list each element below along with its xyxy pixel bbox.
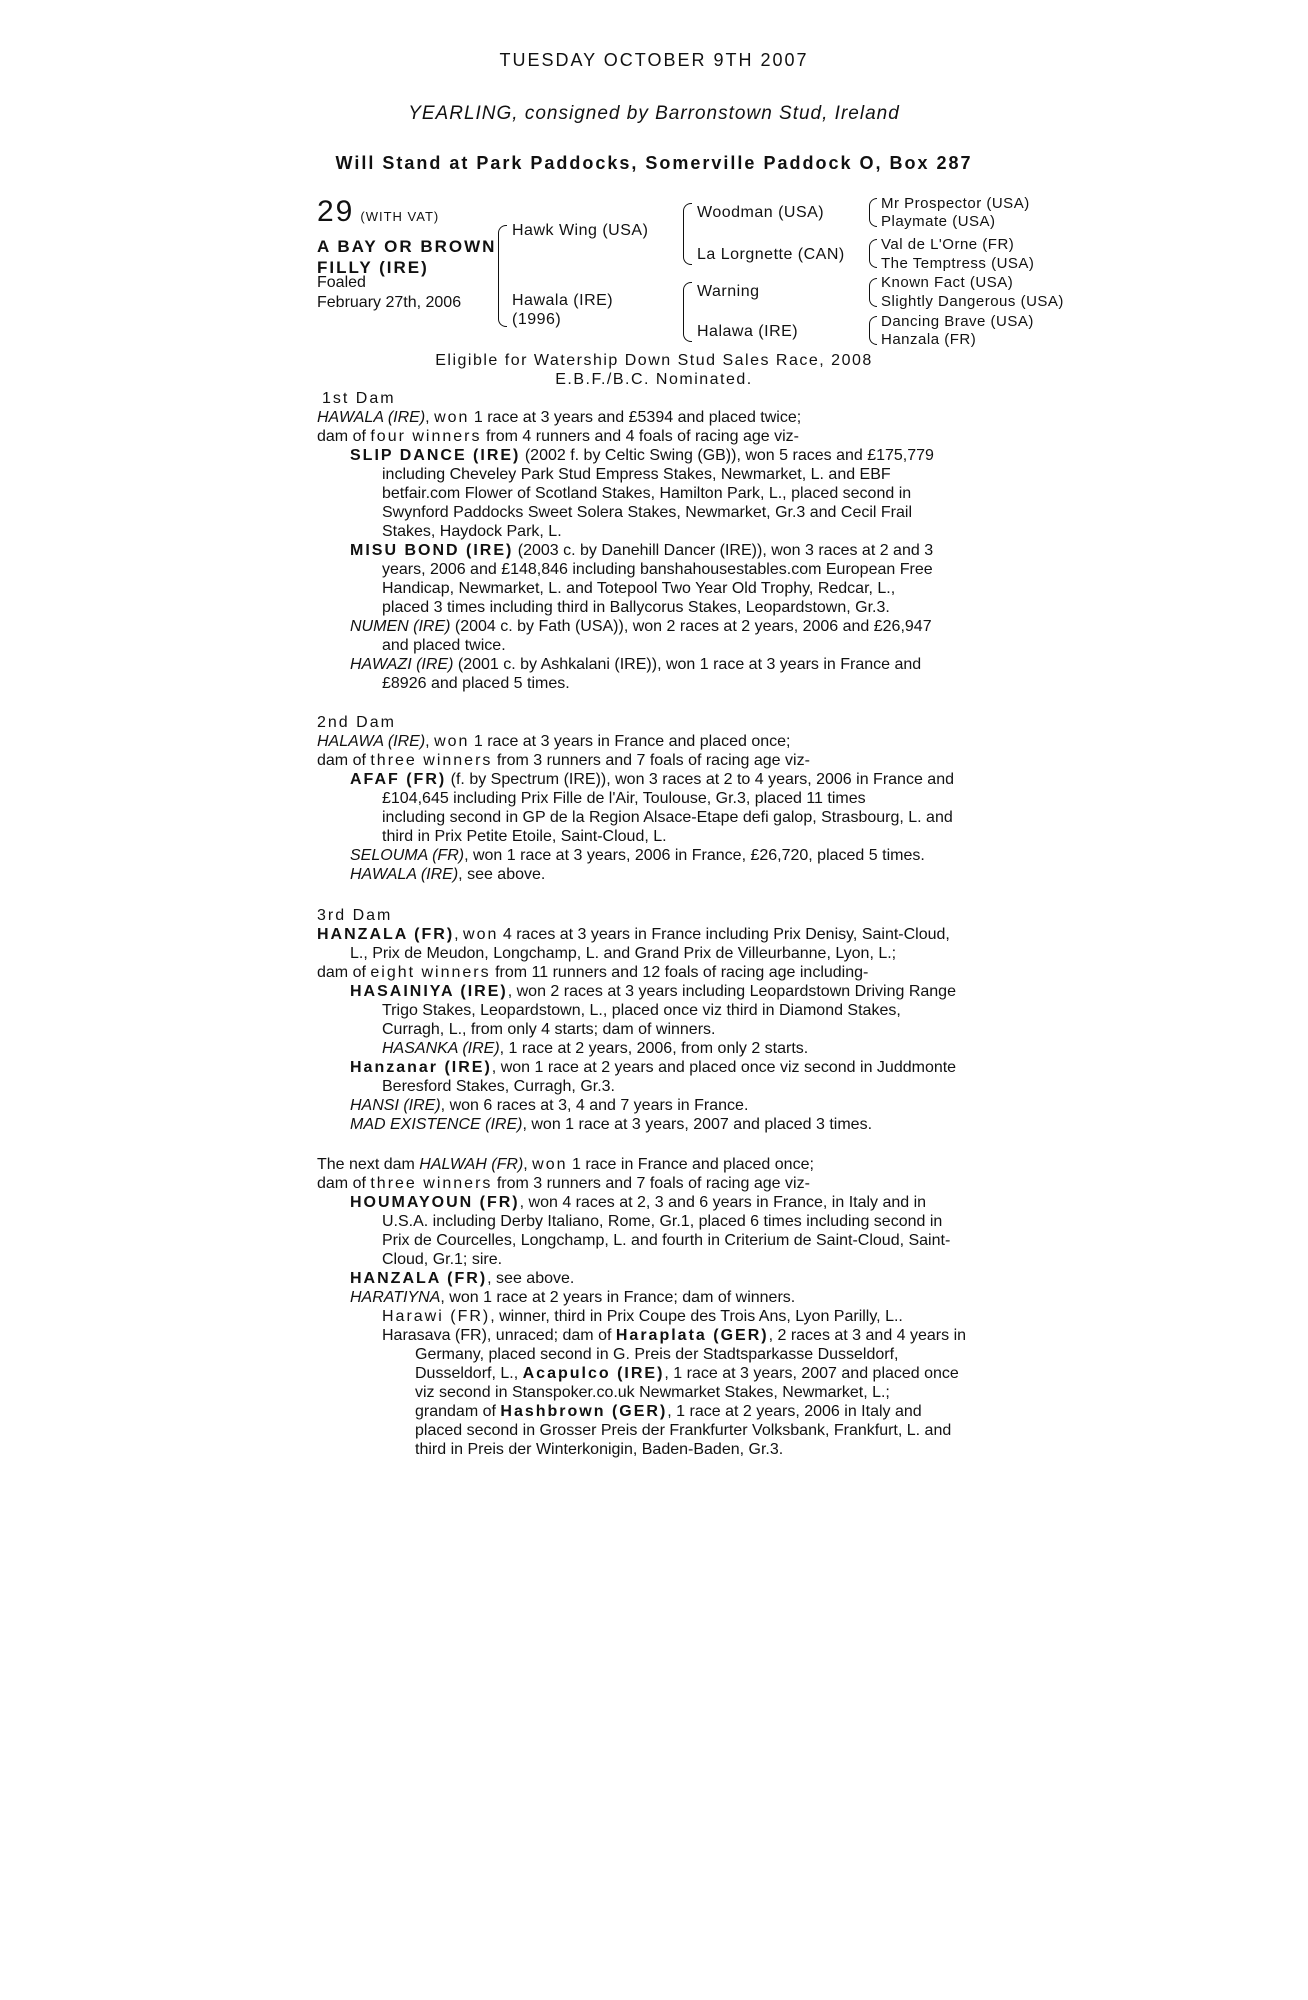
progeny-detail: Trigo Stakes, Leopardstown, L., placed once viz third in Diamond Stakes, bbox=[382, 1002, 901, 1019]
horse-name: NUMEN (IRE) bbox=[350, 618, 451, 635]
horse-name: AFAF (FR) bbox=[350, 771, 447, 788]
text: 1 race at 3 years in France and placed once; bbox=[469, 733, 791, 750]
consignor-line: YEARLING, consigned by Barronstown Stud, Ireland bbox=[408, 103, 900, 124]
gg-brace-2 bbox=[869, 239, 877, 268]
third-dam-heading: 3rd Dam bbox=[317, 907, 393, 924]
pedigree-gg5: Known Fact (USA) bbox=[881, 274, 1014, 291]
progeny-entry bbox=[350, 770, 954, 789]
eligibility-note bbox=[0, 351, 1308, 389]
sire-parents-brace bbox=[683, 203, 692, 265]
progeny-entry bbox=[382, 1039, 808, 1058]
horse-name: HOUMAYOUN (FR) bbox=[350, 1194, 520, 1211]
progeny-detail: Prix de Courcelles, Longchamp, L. and fourth in Criterium de Saint-Cloud, Saint- bbox=[382, 1232, 951, 1249]
horse-name: SELOUMA (FR) bbox=[350, 847, 465, 864]
progeny-detail: and placed twice. bbox=[382, 637, 506, 654]
lot-description-line2: FILLY (IRE) bbox=[317, 258, 429, 277]
pedigree-gg2: Playmate (USA) bbox=[881, 213, 996, 230]
text: (2001 c. by Ashkalani (IRE)), won 1 race at 3 years in France and bbox=[453, 656, 922, 673]
horse-name: Hashbrown (GER) bbox=[500, 1403, 668, 1420]
gg-brace-4 bbox=[869, 316, 877, 345]
horse-name: HANZALA (FR) bbox=[350, 1270, 488, 1287]
pedigree-gg7: Dancing Brave (USA) bbox=[881, 313, 1034, 330]
first-dam-section bbox=[317, 389, 1007, 692]
progeny-detail: Cloud, Gr.1; sire. bbox=[382, 1251, 503, 1268]
progeny-detail bbox=[415, 1364, 959, 1383]
next-dam-line1 bbox=[317, 1155, 814, 1174]
third-dam-section bbox=[317, 906, 1007, 1136]
sale-date: TUESDAY OCTOBER 9TH 2007 bbox=[499, 50, 809, 70]
text: 1 race in France and placed once; bbox=[567, 1156, 814, 1173]
dam-name: HANZALA (FR) bbox=[317, 926, 455, 943]
pedigree-g1: Woodman (USA) bbox=[697, 204, 825, 221]
text: 1 race at 3 years and £5394 and placed twice; bbox=[469, 409, 802, 426]
progeny-entry bbox=[350, 1269, 574, 1288]
pedigree-gg6: Slightly Dangerous (USA) bbox=[881, 293, 1064, 310]
text: 4 races at 3 years in France including Prix Denisy, Saint-Cloud, bbox=[498, 926, 950, 943]
horse-name: HASAINIYA (IRE) bbox=[350, 983, 508, 1000]
progeny-detail: Stakes, Haydock Park, L. bbox=[382, 523, 562, 540]
second-dam-heading: 2nd Dam bbox=[317, 714, 396, 731]
text: , bbox=[454, 926, 464, 943]
horse-name: MAD EXISTENCE (IRE) bbox=[350, 1116, 523, 1133]
text: , 1 race at 2 years, 2006, from only 2 starts. bbox=[499, 1040, 809, 1057]
text: from 11 runners and 12 foals of racing age including- bbox=[490, 964, 869, 981]
text: , see above. bbox=[487, 1270, 575, 1287]
lot-number-row bbox=[317, 195, 439, 229]
text: won bbox=[434, 733, 470, 750]
progeny-detail: U.S.A. including Derby Italiano, Rome, Gr.1, placed 6 times including second in bbox=[382, 1213, 943, 1230]
pedigree-gg8: Hanzala (FR) bbox=[881, 331, 977, 348]
progeny-entry bbox=[350, 655, 921, 674]
text: (f. by Spectrum (IRE)), won 3 races at 2 to 4 years, 2006 in France and bbox=[446, 771, 954, 788]
text: from 4 runners and 4 foals of racing age viz- bbox=[481, 428, 800, 445]
gg-brace-1 bbox=[869, 198, 877, 227]
text: , see above. bbox=[458, 866, 546, 883]
second-dam-line1 bbox=[317, 732, 791, 751]
dam-name: HALWAH (FR) bbox=[419, 1156, 524, 1173]
text: Dusseldorf, L., bbox=[415, 1365, 523, 1382]
text: , won 4 races at 2, 3 and 6 years in France, in Italy and in bbox=[519, 1194, 927, 1211]
progeny-detail: betfair.com Flower of Scotland Stakes, Hamilton Park, L., placed second in bbox=[382, 485, 912, 502]
text: , bbox=[425, 409, 435, 426]
next-dam-line2 bbox=[317, 1174, 810, 1193]
progeny-entry bbox=[382, 1326, 966, 1345]
progeny-detail: placed second in Grosser Preis der Frankfurter Volksbank, Frankfurt, L. and bbox=[415, 1422, 952, 1439]
progeny-detail: third in Preis der Winterkonigin, Baden-Baden, Gr.3. bbox=[415, 1441, 784, 1458]
dam-name: HAWALA (IRE) bbox=[317, 409, 426, 426]
text: , 2 races at 3 and 4 years in bbox=[768, 1327, 967, 1344]
text: grandam of bbox=[415, 1403, 501, 1420]
winners-count: three winners bbox=[370, 1175, 493, 1192]
next-dam-section bbox=[317, 1155, 1007, 1465]
text: , winner, third in Prix Coupe des Trois Ans, Lyon Parilly, L.. bbox=[490, 1308, 903, 1325]
progeny-detail: £104,645 including Prix Fille de l'Air, Toulouse, Gr.3, placed 11 times bbox=[382, 790, 866, 807]
progeny-detail bbox=[415, 1402, 922, 1421]
third-dam-detail: L., Prix de Meudon, Longchamp, L. and Grand Prix de Villeurbanne, Lyon, L.; bbox=[350, 945, 897, 962]
horse-name: Acapulco (IRE) bbox=[522, 1365, 665, 1382]
text: (2004 c. by Fath (USA)), won 2 races at 2 years, 2006 and £26,947 bbox=[450, 618, 932, 635]
text: , bbox=[523, 1156, 533, 1173]
gg-brace-3 bbox=[869, 278, 877, 307]
text: won bbox=[434, 409, 470, 426]
winners-count: eight winners bbox=[370, 964, 491, 981]
horse-name: HANSI (IRE) bbox=[350, 1097, 441, 1114]
pedigree-g2: La Lorgnette (CAN) bbox=[697, 246, 845, 263]
progeny-detail: placed 3 times including third in Ballycorus Stakes, Leopardstown, Gr.3. bbox=[382, 599, 890, 616]
text: , won 1 race at 3 years, 2006 in France, £26,720, placed 5 times. bbox=[464, 847, 925, 864]
lot-description-line1: A BAY OR BROWN bbox=[317, 237, 497, 256]
text: , 1 race at 2 years, 2006 in Italy and bbox=[667, 1403, 922, 1420]
pedigree-dam: Hawala (IRE) bbox=[512, 292, 614, 309]
text: , bbox=[425, 733, 435, 750]
progeny-entry bbox=[382, 1307, 903, 1326]
text: (2002 f. by Celtic Swing (GB)), won 5 races and £175,779 bbox=[520, 447, 934, 464]
progeny-entry bbox=[350, 1115, 872, 1134]
horse-name: Hanzanar (IRE) bbox=[350, 1059, 492, 1076]
text: , 1 race at 3 years, 2007 and placed once bbox=[664, 1365, 959, 1382]
horse-name: HASANKA (IRE) bbox=[382, 1040, 500, 1057]
progeny-detail: Germany, placed second in G. Preis der Stadtsparkasse Dusseldorf, bbox=[415, 1346, 899, 1363]
progeny-entry bbox=[350, 446, 934, 465]
pedigree-g3: Warning bbox=[697, 283, 760, 300]
winners-count: four winners bbox=[370, 428, 482, 445]
eligibility-line1: Eligible for Watership Down Stud Sales Race, 2008 bbox=[435, 352, 873, 369]
pedigree-g4: Halawa (IRE) bbox=[697, 323, 799, 340]
pedigree-sire: Hawk Wing (USA) bbox=[512, 222, 649, 239]
horse-name: HARATIYNA bbox=[350, 1289, 441, 1306]
progeny-entry bbox=[350, 1193, 926, 1212]
text: The next dam bbox=[317, 1156, 420, 1173]
progeny-detail: £8926 and placed 5 times. bbox=[382, 675, 570, 692]
stand-location: Will Stand at Park Paddocks, Somerville Paddock O, Box 287 bbox=[335, 153, 973, 173]
progeny-detail: including Cheveley Park Stud Empress Stakes, Newmarket, L. and EBF bbox=[382, 466, 891, 483]
winners-count: three winners bbox=[370, 752, 493, 769]
first-dam-heading: 1st Dam bbox=[322, 390, 396, 407]
foaled-label: Foaled bbox=[317, 274, 366, 291]
pedigree-gg3: Val de L'Orne (FR) bbox=[881, 236, 1015, 253]
third-dam-line2 bbox=[317, 963, 868, 982]
progeny-detail: years, 2006 and £148,846 including banshahousestables.com European Free bbox=[382, 561, 933, 578]
progeny-detail: Curragh, L., from only 4 starts; dam of winners. bbox=[382, 1021, 716, 1038]
lot-description bbox=[317, 236, 496, 278]
pedigree-gg4: The Temptress (USA) bbox=[881, 255, 1035, 272]
text: dam of bbox=[317, 1175, 371, 1192]
text: won bbox=[463, 926, 499, 943]
text: , won 1 race at 3 years, 2007 and placed 3 times. bbox=[522, 1116, 873, 1133]
text: from 3 runners and 7 foals of racing age viz- bbox=[492, 1175, 810, 1192]
horse-name: HAWALA (IRE) bbox=[350, 866, 459, 883]
progeny-entry bbox=[350, 846, 925, 865]
progeny-entry bbox=[350, 865, 545, 884]
text: (2003 c. by Danehill Dancer (IRE)), won 3 races at 2 and 3 bbox=[513, 542, 934, 559]
foaled-info bbox=[317, 273, 461, 313]
first-dam-line1 bbox=[317, 408, 801, 427]
text: dam of bbox=[317, 428, 371, 445]
horse-name: HAWAZI (IRE) bbox=[350, 656, 454, 673]
lot-number: 29 bbox=[317, 195, 355, 228]
horse-name: Harawi (FR) bbox=[382, 1308, 491, 1325]
progeny-entry bbox=[350, 982, 956, 1001]
text: Harasava (FR), unraced; dam of bbox=[382, 1327, 616, 1344]
progeny-detail: Swynford Paddocks Sweet Solera Stakes, Newmarket, Gr.3 and Cecil Frail bbox=[382, 504, 912, 521]
foaled-date: February 27th, 2006 bbox=[317, 294, 462, 311]
progeny-detail: viz second in Stanspoker.co.uk Newmarket Stakes, Newmarket, L.; bbox=[415, 1384, 890, 1401]
progeny-entry bbox=[350, 1058, 956, 1077]
progeny-detail: Beresford Stakes, Curragh, Gr.3. bbox=[382, 1078, 615, 1095]
text: , won 6 races at 3, 4 and 7 years in France. bbox=[440, 1097, 749, 1114]
horse-name: MISU BOND (IRE) bbox=[350, 542, 514, 559]
eligibility-line2: E.B.F./B.C. Nominated. bbox=[555, 371, 753, 388]
second-dam-section bbox=[317, 713, 1007, 893]
progeny-detail: third in Prix Petite Etoile, Saint-Cloud, L. bbox=[382, 828, 667, 845]
third-dam-line1 bbox=[317, 925, 950, 944]
progeny-entry bbox=[350, 617, 932, 636]
second-dam-line2 bbox=[317, 751, 810, 770]
horse-name: SLIP DANCE (IRE) bbox=[350, 447, 521, 464]
dam-name: HALAWA (IRE) bbox=[317, 733, 426, 750]
first-dam-line2 bbox=[317, 427, 799, 446]
progeny-entry bbox=[350, 541, 933, 560]
progeny-detail: including second in GP de la Region Alsace-Etape defi galop, Strasbourg, L. and bbox=[382, 809, 953, 826]
progeny-detail: Handicap, Newmarket, L. and Totepool Two Year Old Trophy, Redcar, L., bbox=[382, 580, 896, 597]
horse-name: Haraplata (GER) bbox=[615, 1327, 769, 1344]
dam-parents-brace bbox=[683, 282, 692, 342]
pedigree-dam-year: (1996) bbox=[512, 311, 562, 328]
vat-note: (WITH VAT) bbox=[360, 209, 440, 224]
text: , won 2 races at 3 years including Leopardstown Driving Range bbox=[507, 983, 956, 1000]
text: dam of bbox=[317, 964, 371, 981]
progeny-entry bbox=[350, 1288, 795, 1307]
text: dam of bbox=[317, 752, 371, 769]
text: won bbox=[532, 1156, 568, 1173]
text: , won 1 race at 2 years in France; dam of winners. bbox=[440, 1289, 796, 1306]
text: from 3 runners and 7 foals of racing age viz- bbox=[492, 752, 810, 769]
progeny-entry bbox=[350, 1096, 748, 1115]
text: , won 1 race at 2 years and placed once viz second in Juddmonte bbox=[491, 1059, 957, 1076]
sire-dam-brace bbox=[498, 225, 507, 327]
pedigree-gg1: Mr Prospector (USA) bbox=[881, 195, 1030, 212]
